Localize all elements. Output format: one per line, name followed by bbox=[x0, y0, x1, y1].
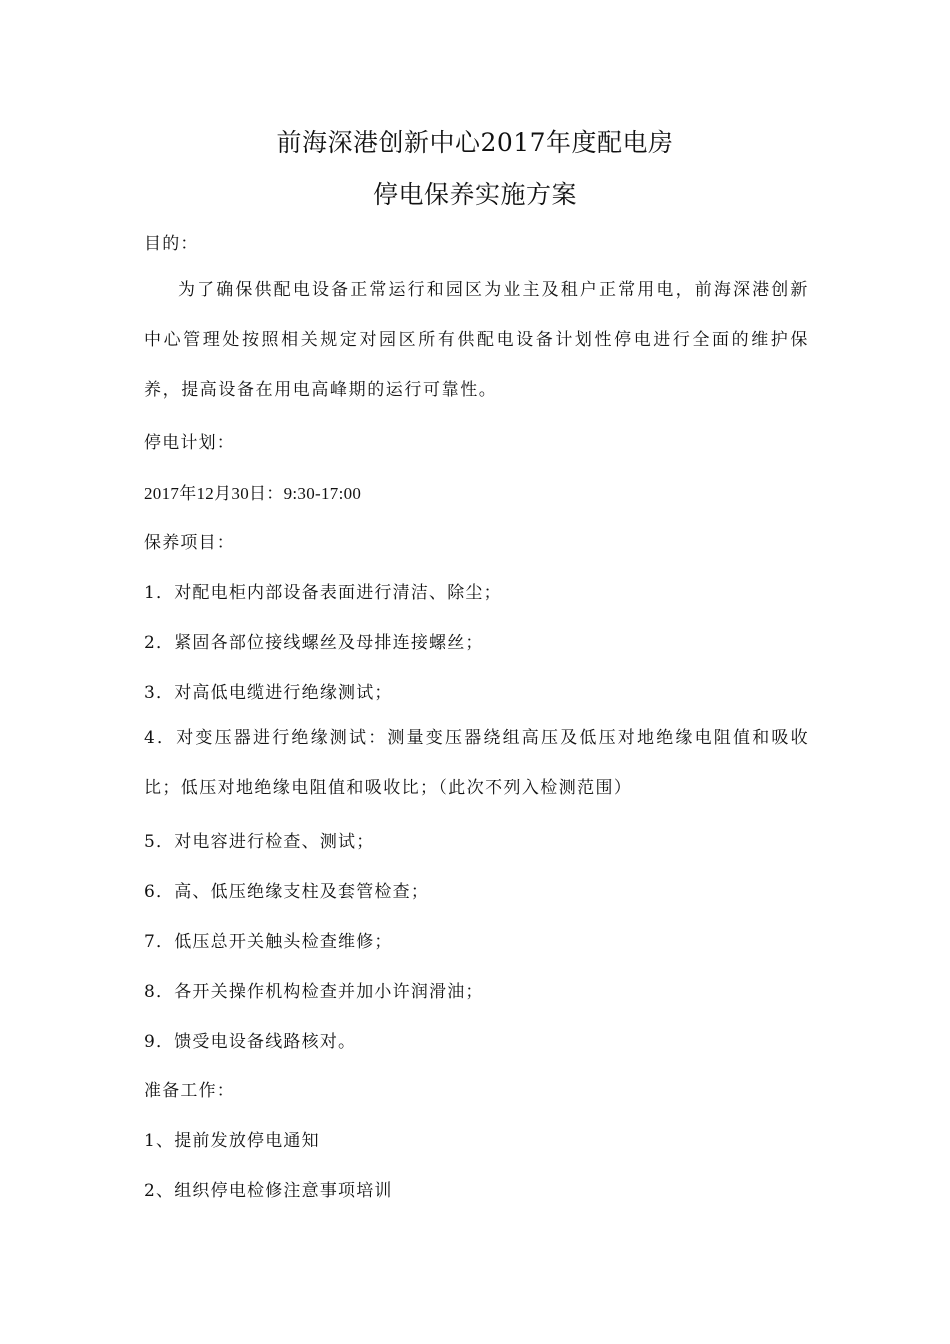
prep-heading: 准备工作： bbox=[144, 1081, 235, 1101]
maintenance-item: 5．对电容进行检查、测试； bbox=[144, 832, 375, 852]
maintenance-item: 4．对变压器进行绝缘测试：测量变压器绕组高压及低压对地绝缘电阻值和吸收比；低压对地绝缘电阻值和吸收比；（此次不列入检测范围） bbox=[144, 728, 809, 798]
document-title-line-2: 停电保养实施方案 bbox=[372, 180, 577, 209]
maintenance-item: 6．高、低压绝缘支柱及套管检查； bbox=[144, 882, 430, 902]
maintenance-item: 3．对高低电缆进行绝缘测试； bbox=[144, 683, 393, 703]
prep-item: 2、组织停电检修注意事项培训 bbox=[144, 1181, 393, 1201]
maintenance-item: 8．各开关操作机构检查并加小许润滑油； bbox=[144, 982, 484, 1002]
plan-date: 2017年12月30日：9:30-17:00 bbox=[144, 484, 362, 503]
maintenance-item: 9．馈受电设备线路核对。 bbox=[144, 1032, 357, 1052]
document-title-line-1: 前海深港创新中心2017年度配电房 bbox=[276, 128, 674, 157]
maintenance-item: 7．低压总开关触头检查维修； bbox=[144, 932, 393, 952]
prep-item: 1、提前发放停电通知 bbox=[144, 1131, 320, 1151]
purpose-heading: 目的： bbox=[144, 234, 199, 254]
plan-heading: 停电计划： bbox=[144, 433, 235, 453]
maintenance-item: 1．对配电柜内部设备表面进行清洁、除尘； bbox=[144, 583, 502, 603]
maintenance-heading: 保养项目： bbox=[144, 533, 235, 553]
purpose-paragraph: 为了确保供配电设备正常运行和园区为业主及租户正常用电，前海深港创新中心管理处按照相关规定对园区所有供配电设备计划性停电进行全面的维护保养，提高设备在用电高峰期的运行可靠性。 bbox=[144, 280, 809, 400]
maintenance-item: 2．紧固各部位接线螺丝及母排连接螺丝； bbox=[144, 633, 484, 653]
